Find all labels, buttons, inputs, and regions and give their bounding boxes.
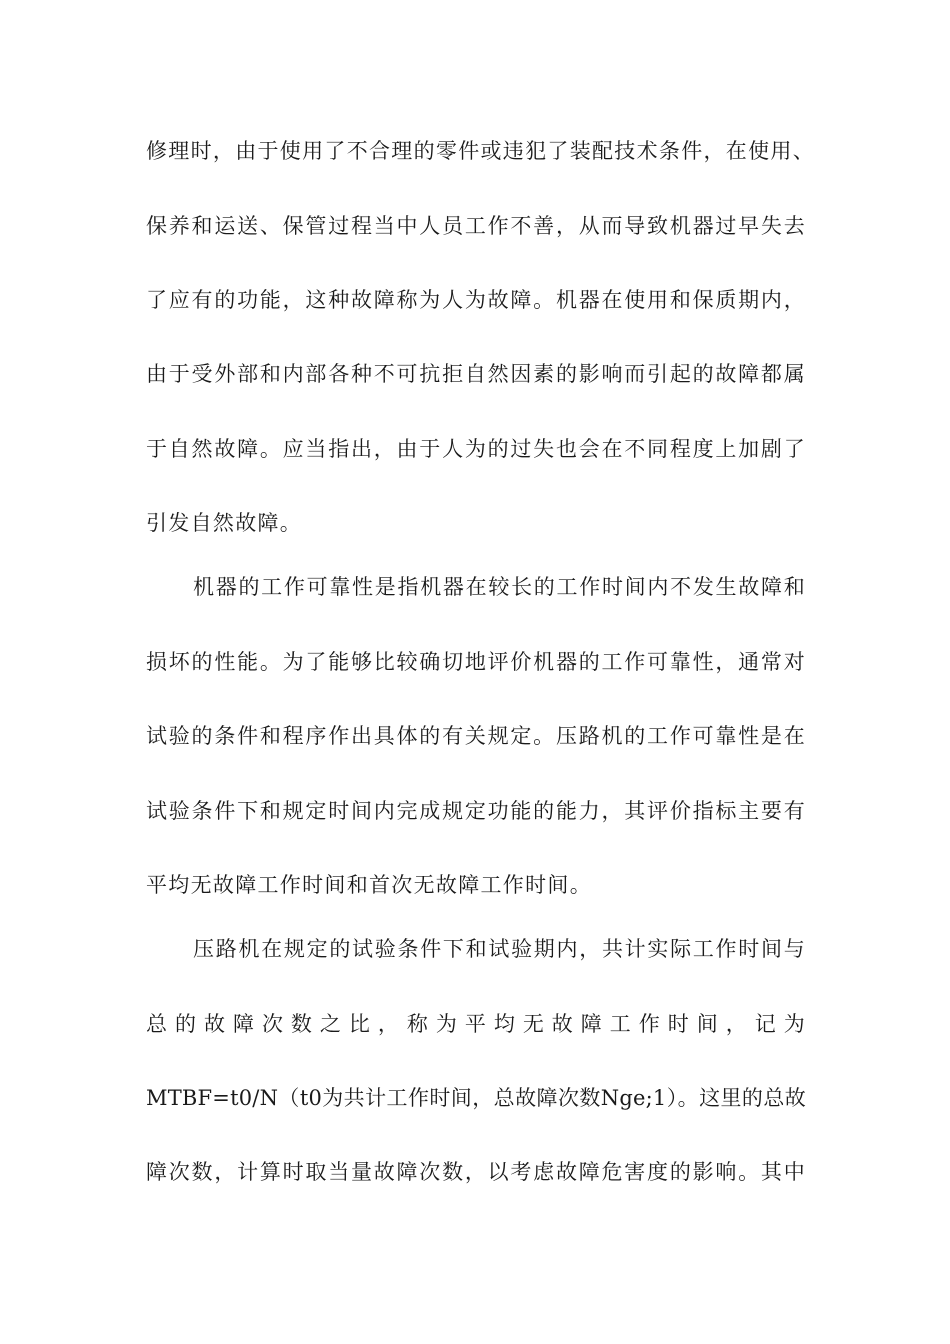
text-line: 引发自然故障。 (146, 511, 303, 535)
text-line: 损坏的性能。为了能够比较确切地评价机器的工作可靠性，通常对 (146, 650, 806, 674)
paragraph-first-line: 压路机在规定的试验条件下和试验期内，共计实际工作时间与 (193, 937, 806, 961)
text-line: 修理时，由于使用了不合理的零件或违犯了装配技术条件，在使用、 (146, 139, 815, 163)
text-line: 保养和运送、保管过程当中人员工作不善，从而导致机器过早失去 (146, 214, 806, 238)
paragraph-first-line: 机器的工作可靠性是指机器在较长的工作时间内不发生故障和 (193, 575, 806, 599)
formula-line: MTBF=t0/N（t0为共计工作时间，总故障次数Nge;1）。这里的总故 (146, 1086, 806, 1110)
text-line: 了应有的功能，这种故障称为人为故障。机器在使用和保质期内， (146, 288, 806, 312)
text-line: 由于受外部和内部各种不可抗拒自然因素的影响而引起的故障都属 (146, 362, 806, 386)
text-line: 障次数，计算时取当量故障次数，以考虑故障危害度的影响。其中 (146, 1160, 806, 1184)
text-line: 平均无故障工作时间和首次无故障工作时间。 (146, 873, 592, 897)
text-line: 试验的条件和程序作出具体的有关规定。压路机的工作可靠性是在 (146, 724, 806, 748)
text-line: 总的故障次数之比，称为平均无故障工作时间，记为 (146, 1012, 806, 1036)
text-line: 于自然故障。应当指出，由于人为的过失也会在不同程度上加剧了 (146, 437, 806, 461)
text-line: 试验条件下和规定时间内完成规定功能的能力，其评价指标主要有 (146, 799, 806, 823)
